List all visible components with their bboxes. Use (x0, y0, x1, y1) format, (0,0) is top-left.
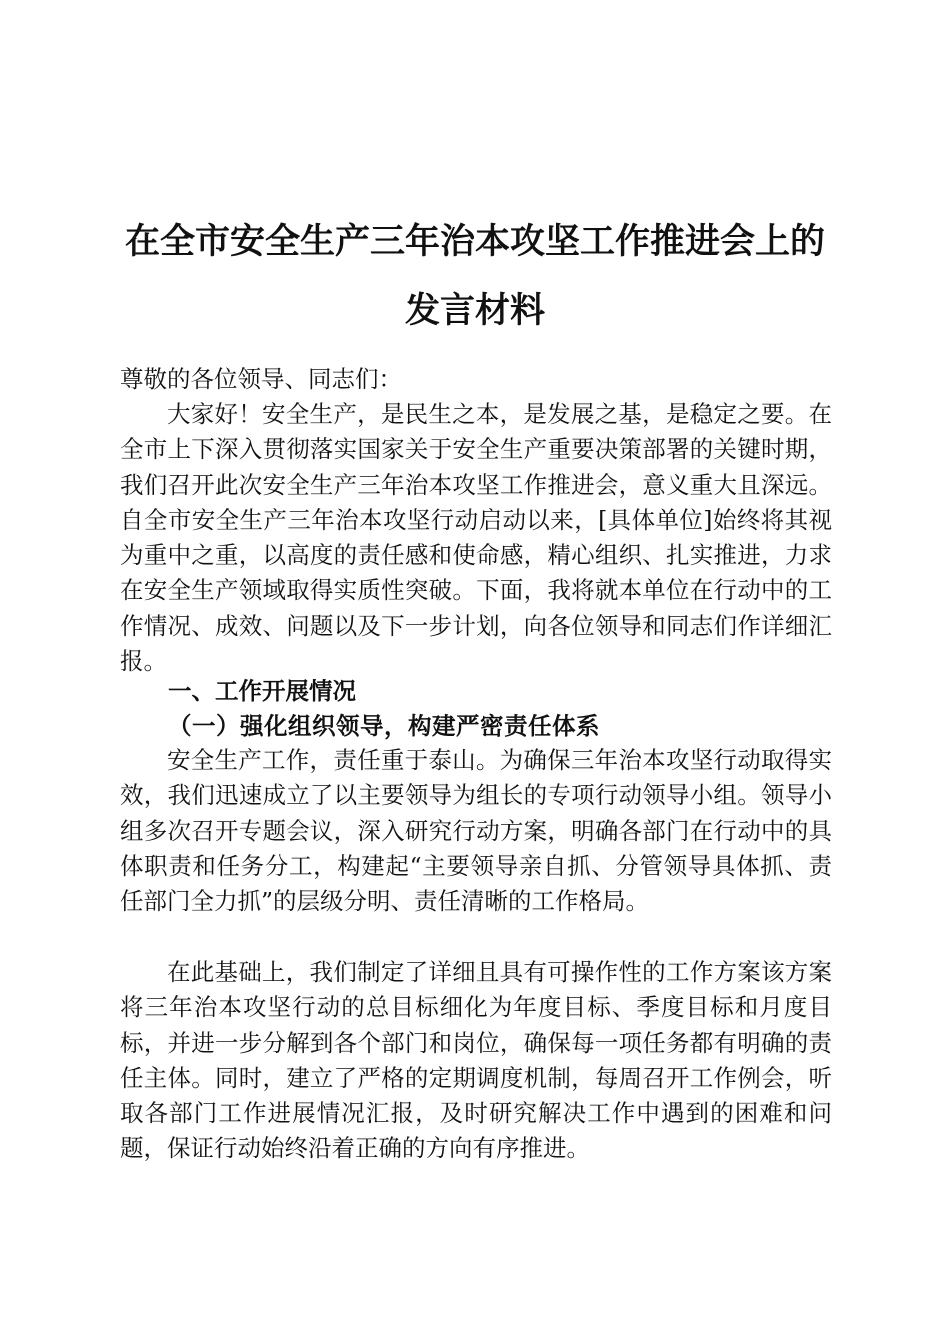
subsection-heading: （一）强化组织领导，构建严密责任体系 (168, 712, 600, 740)
paragraph-work-plan: 在此基础上，我们制定了详细且具有可操作性的工作方案该方案将三年治本攻坚行动的总目标细化为年度目标、季度目标和月度目标，并进一步分解到各个部门和岗位，确保每一项任务都有明确的责任主体。同时，建立了严格的定期调度机制，每周召开工作例会，听取各部门工作进展情况汇报，及时研究解决工作中遇到的困难和问题，保证行动始终沿着正确的方向有序推进。 (120, 958, 832, 1163)
section-heading: 一、工作开展情况 (168, 677, 356, 705)
paragraph-opening: 大家好！安全生产，是民生之本，是发展之基，是稳定之要。在全市上下深入贯彻落实国家关于安全生产重要决策部署的关键时期，我们召开此次安全生产三年治本攻坚工作推进会，意义重大且深远。自全市安全生产三年治本攻坚行动启动以来，[具体单位]始终将其视为重中之重，以高度的责任感和使命感，精心组织、扎实推进，力求在安全生产领域取得实质性突破。下面，我将就本单位在行动中的工作情况、成效、问题以及下一步计划，向各位领导和同志们作详细汇报。 (120, 400, 832, 676)
document-title-line-1: 在全市安全生产三年治本攻坚工作推进会上的 (124, 222, 825, 263)
salutation: 尊敬的各位领导、同志们： (120, 365, 402, 393)
paragraph-responsibility: 安全生产工作，责任重于泰山。为确保三年治本攻坚行动取得实效，我们迅速成立了以主要领导为组长的专项行动领导小组。领导小组多次召开专题会议，深入研究行动方案，明确各部门在行动中的具体职责和任务分工，构建起“主要领导亲自抓、分管领导具体抓、责任部门全力抓”的层级分明、责任清晰的工作格局。 (120, 746, 832, 916)
document-title-line-2: 发言材料 (404, 291, 545, 332)
